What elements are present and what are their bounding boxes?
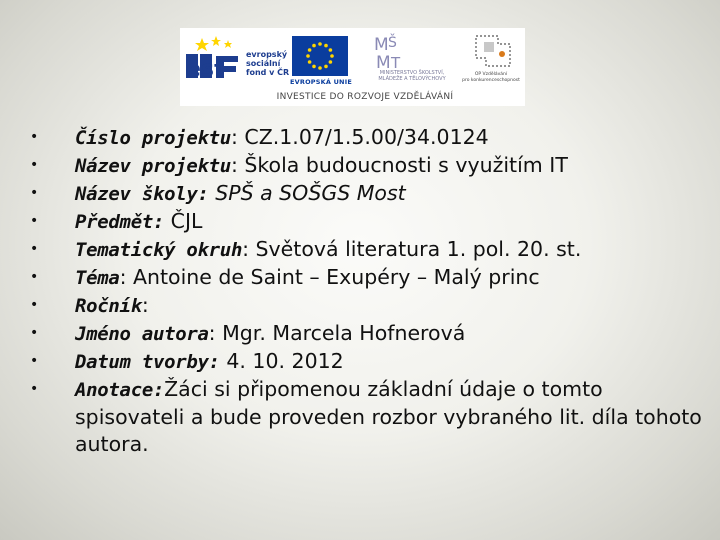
svg-text:Š: Š bbox=[388, 35, 397, 51]
bullet-icon: • bbox=[30, 157, 39, 173]
info-label: Tematický okruh bbox=[75, 239, 243, 261]
info-value: CZ.1.07/1.5.00/34.0124 bbox=[237, 125, 489, 149]
info-item bbox=[24, 264, 704, 292]
info-value: Světová literatura 1. pol. 20. st. bbox=[249, 237, 582, 261]
info-value: Škola budoucnosti s využitím IT bbox=[237, 153, 568, 177]
info-label: Číslo projektu bbox=[75, 127, 231, 149]
info-label: Název projektu bbox=[75, 155, 231, 177]
project-info-list bbox=[24, 124, 704, 458]
info-item bbox=[24, 180, 704, 208]
msmt-text: MINISTERSTVO ŠKOLSTVÍ, MLÁDEŽE A TĚLOVÝCHOVY bbox=[378, 70, 446, 82]
bullet-icon: • bbox=[30, 241, 39, 257]
svg-text:M: M bbox=[374, 35, 389, 55]
info-item bbox=[24, 236, 704, 264]
info-value: Antoine de Saint – Exupéry – Malý princ bbox=[126, 265, 540, 289]
info-value: SPŠ a SOŠGS Most bbox=[208, 181, 406, 205]
info-item bbox=[24, 320, 704, 348]
info-separator: : bbox=[119, 265, 127, 289]
info-item bbox=[24, 348, 704, 376]
bullet-icon: • bbox=[30, 185, 39, 201]
esf-logo bbox=[184, 34, 244, 82]
info-label: Anotace: bbox=[75, 379, 165, 401]
info-separator: : bbox=[230, 125, 238, 149]
op-text: OP Vzdělávání pro konkurenceschopnost bbox=[462, 72, 520, 83]
bullet-icon: • bbox=[30, 325, 39, 341]
eu-label: EVROPSKÁ UNIE bbox=[290, 78, 352, 86]
info-item bbox=[24, 152, 704, 180]
info-separator: : bbox=[141, 293, 149, 317]
esf-text: evropský sociální fond v ČR bbox=[246, 50, 290, 77]
info-value: Mgr. Marcela Hofnerová bbox=[215, 321, 466, 345]
investice-caption: INVESTICE DO ROZVOJE VZDĚLÁVÁNÍ bbox=[276, 92, 454, 102]
bullet-icon: • bbox=[30, 213, 39, 229]
info-label: Předmět: bbox=[75, 211, 165, 233]
op-logo bbox=[468, 32, 516, 72]
bullet-icon: • bbox=[30, 381, 39, 397]
info-label: Téma bbox=[75, 267, 120, 289]
eu-flag-icon bbox=[292, 36, 348, 76]
info-label: Datum tvorby: bbox=[75, 351, 220, 373]
svg-text:M: M bbox=[376, 53, 391, 72]
svg-text:esf: esf bbox=[186, 57, 224, 82]
msmt-logo bbox=[372, 32, 408, 72]
info-value: ČJL bbox=[164, 209, 203, 233]
info-label: Jméno autora bbox=[75, 323, 209, 345]
info-separator: : bbox=[230, 153, 238, 177]
info-item bbox=[24, 124, 704, 152]
info-label: Ročník bbox=[75, 295, 142, 317]
info-separator: : bbox=[242, 237, 250, 261]
info-label: Název školy: bbox=[75, 183, 209, 205]
svg-text:T: T bbox=[391, 54, 401, 72]
info-item bbox=[24, 292, 704, 320]
bullet-icon: • bbox=[30, 129, 39, 145]
info-separator: : bbox=[208, 321, 216, 345]
info-item bbox=[24, 376, 704, 458]
info-item bbox=[24, 208, 704, 236]
bullet-icon: • bbox=[30, 297, 39, 313]
bullet-icon: • bbox=[30, 269, 39, 285]
info-value: 4. 10. 2012 bbox=[219, 349, 344, 373]
bullet-icon: • bbox=[30, 353, 39, 369]
info-value: Žáci si připomenou základní údaje o tomto spisovateli a bude proveden rozbor vybraného lit. díla tohoto autora. bbox=[75, 377, 702, 456]
